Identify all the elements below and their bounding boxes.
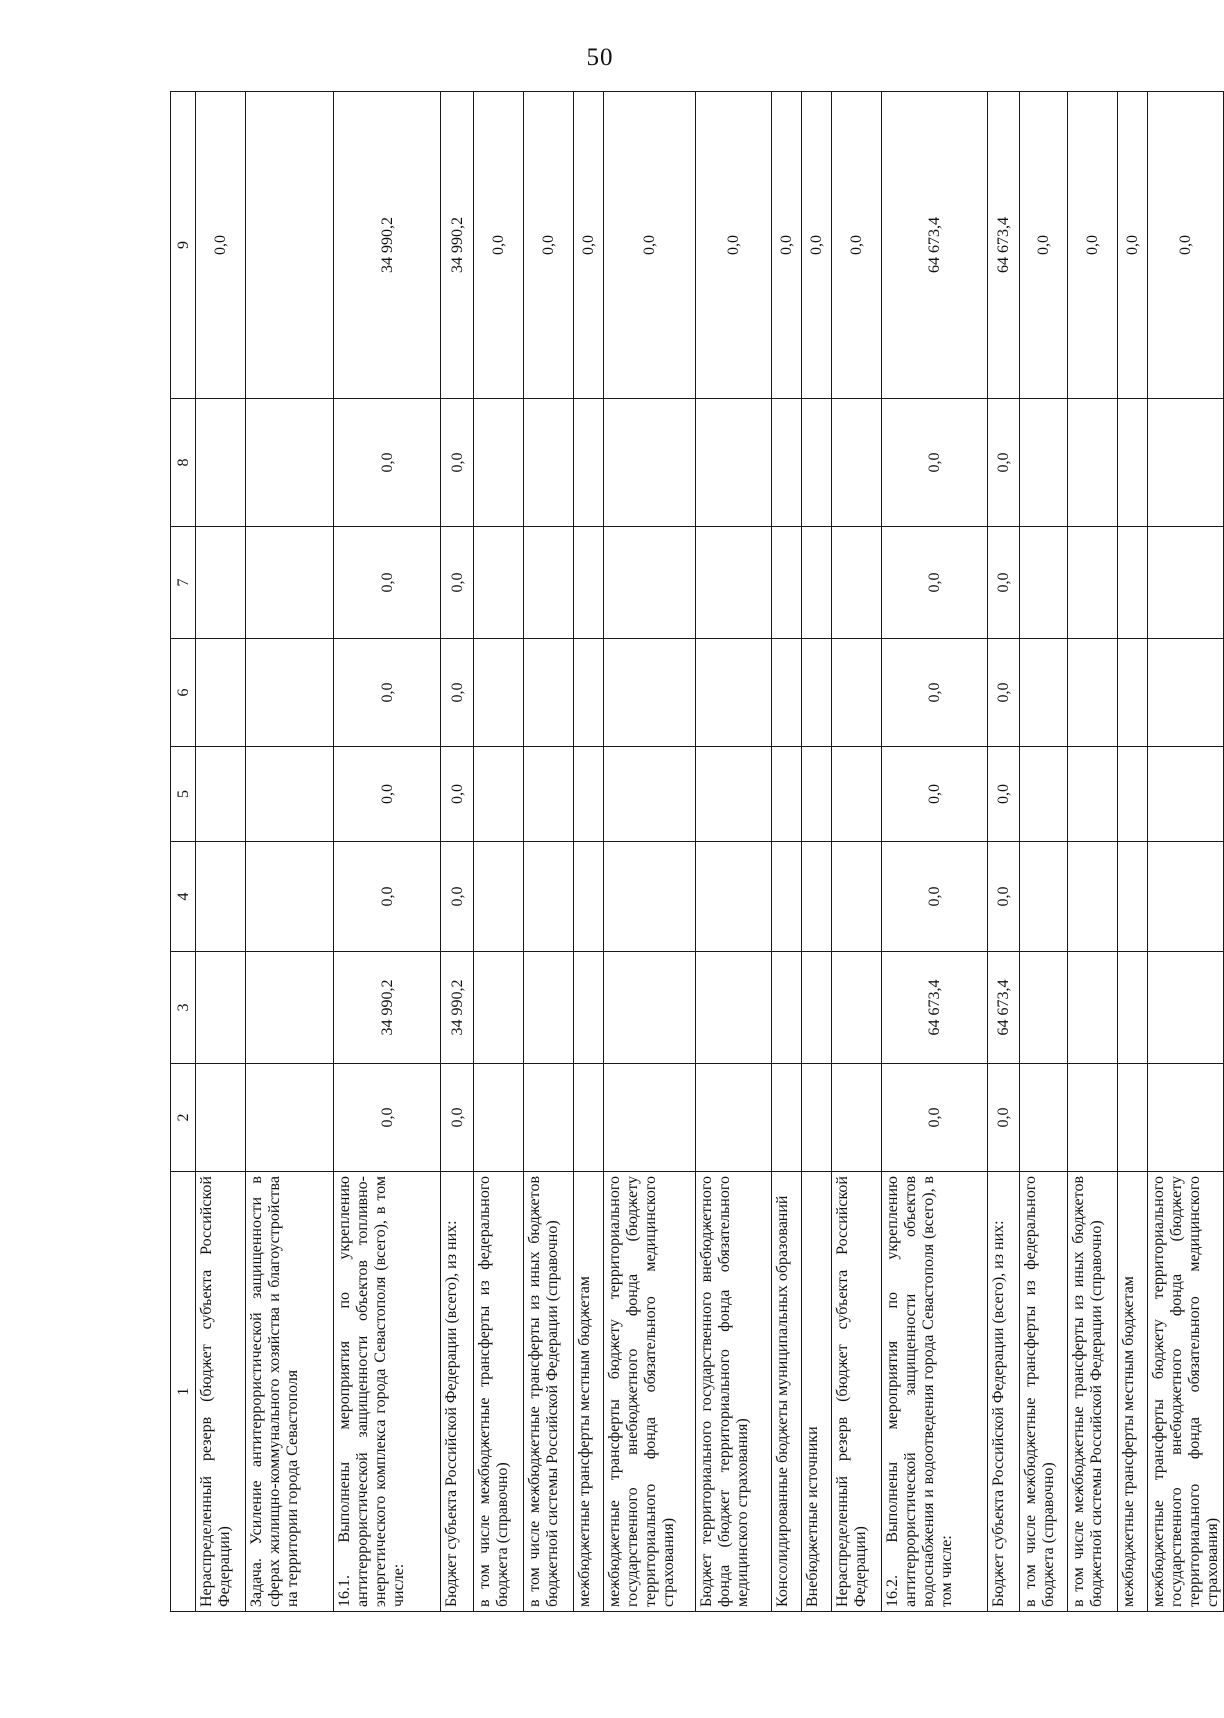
value-cell-col-8 — [246, 399, 334, 527]
value-cell-col-8 — [832, 399, 882, 527]
value-cell-col-9: 0,0 — [772, 92, 802, 399]
table-row — [802, 92, 832, 1612]
value-cell-col-2 — [696, 1064, 772, 1172]
value-cell-col-7: 0,0 — [441, 527, 474, 639]
value-cell-col-7 — [772, 527, 802, 639]
value-cell-col-8 — [604, 399, 696, 527]
value-cell-col-5 — [802, 747, 832, 842]
value-cell-col-4: 0,0 — [441, 842, 474, 952]
value-cell-col-4 — [1148, 842, 1224, 952]
value-cell-col-8 — [1068, 399, 1118, 527]
value-cell-col-2 — [474, 1064, 524, 1172]
value-cell-col-7 — [1118, 527, 1148, 639]
table-row — [1020, 92, 1068, 1612]
table-row — [246, 92, 334, 1612]
table-row — [832, 92, 882, 1612]
value-cell-col-4 — [1020, 842, 1068, 952]
header-cell: 3 — [171, 952, 196, 1064]
value-cell-col-4 — [196, 842, 246, 952]
value-cell-col-4 — [1118, 842, 1148, 952]
value-cell-col-9: 0,0 — [696, 92, 772, 399]
value-cell-col-3 — [524, 952, 574, 1064]
value-cell-col-7 — [696, 527, 772, 639]
table-row — [1068, 92, 1118, 1612]
value-cell-col-2 — [196, 1064, 246, 1172]
value-cell-col-5 — [832, 747, 882, 842]
value-cell-col-3 — [196, 952, 246, 1064]
row-description: Внебюджетные источники — [802, 1172, 832, 1612]
value-cell-col-6 — [524, 639, 574, 747]
table-row — [882, 92, 988, 1612]
value-cell-col-3: 64 673,4 — [988, 952, 1020, 1064]
row-description: Бюджет субъекта Российской Федерации (всего), из них: — [441, 1172, 474, 1612]
value-cell-col-4 — [246, 842, 334, 952]
value-cell-col-3: 34 990,2 — [334, 952, 441, 1064]
row-description: межбюджетные трансферты местным бюджетам — [1118, 1172, 1148, 1612]
value-cell-col-3 — [1148, 952, 1224, 1064]
value-cell-col-2 — [802, 1064, 832, 1172]
value-cell-col-8: 0,0 — [334, 399, 441, 527]
table-row — [441, 92, 474, 1612]
value-cell-col-6 — [802, 639, 832, 747]
row-description: 16.2. Выполнены мероприятия по укреплению антитеррористической защищенности объектов водоснабжения и водоотведения города Севастополя (всего), в том числе: — [882, 1172, 988, 1612]
value-cell-col-4 — [696, 842, 772, 952]
value-cell-col-9: 0,0 — [574, 92, 604, 399]
value-cell-col-2 — [1020, 1064, 1068, 1172]
value-cell-col-7: 0,0 — [988, 527, 1020, 639]
value-cell-col-6 — [1148, 639, 1224, 747]
value-cell-col-7 — [1148, 527, 1224, 639]
value-cell-col-7 — [524, 527, 574, 639]
value-cell-col-7 — [574, 527, 604, 639]
budget-table — [170, 91, 1224, 1612]
table-row — [524, 92, 574, 1612]
value-cell-col-7: 0,0 — [882, 527, 988, 639]
value-cell-col-7: 0,0 — [334, 527, 441, 639]
value-cell-col-9: 0,0 — [196, 92, 246, 399]
value-cell-col-5 — [574, 747, 604, 842]
header-cell: 4 — [171, 842, 196, 952]
value-cell-col-8 — [524, 399, 574, 527]
value-cell-col-6 — [474, 639, 524, 747]
value-cell-col-2: 0,0 — [882, 1064, 988, 1172]
row-description: Нераспределенный резерв (бюджет субъекта Российской Федерации) — [832, 1172, 882, 1612]
value-cell-col-5: 0,0 — [988, 747, 1020, 842]
row-description: Консолидированные бюджеты муниципальных образований — [772, 1172, 802, 1612]
value-cell-col-5: 0,0 — [334, 747, 441, 842]
value-cell-col-5: 0,0 — [441, 747, 474, 842]
table-row — [196, 92, 246, 1612]
value-cell-col-5 — [1148, 747, 1224, 842]
value-cell-col-9 — [246, 92, 334, 399]
value-cell-col-4: 0,0 — [334, 842, 441, 952]
value-cell-col-9: 0,0 — [1068, 92, 1118, 399]
value-cell-col-5 — [1020, 747, 1068, 842]
value-cell-col-8: 0,0 — [882, 399, 988, 527]
row-description: межбюджетные трансферты местным бюджетам — [574, 1172, 604, 1612]
value-cell-col-6 — [1020, 639, 1068, 747]
value-cell-col-7 — [246, 527, 334, 639]
value-cell-col-5 — [474, 747, 524, 842]
value-cell-col-3 — [696, 952, 772, 1064]
value-cell-col-2 — [832, 1064, 882, 1172]
header-cell: 8 — [171, 399, 196, 527]
value-cell-col-2 — [1068, 1064, 1118, 1172]
value-cell-col-8 — [196, 399, 246, 527]
value-cell-col-6 — [772, 639, 802, 747]
value-cell-col-2 — [1148, 1064, 1224, 1172]
value-cell-col-9: 0,0 — [604, 92, 696, 399]
value-cell-col-9: 64 673,4 — [988, 92, 1020, 399]
value-cell-col-8 — [1020, 399, 1068, 527]
value-cell-col-2: 0,0 — [334, 1064, 441, 1172]
value-cell-col-8 — [802, 399, 832, 527]
value-cell-col-7 — [1020, 527, 1068, 639]
value-cell-col-3 — [1118, 952, 1148, 1064]
value-cell-col-8 — [772, 399, 802, 527]
value-cell-col-3 — [474, 952, 524, 1064]
value-cell-col-2 — [772, 1064, 802, 1172]
value-cell-col-3: 64 673,4 — [882, 952, 988, 1064]
value-cell-col-6 — [196, 639, 246, 747]
header-cell: 1 — [171, 1172, 196, 1612]
value-cell-col-4 — [772, 842, 802, 952]
value-cell-col-5 — [1118, 747, 1148, 842]
value-cell-col-6 — [604, 639, 696, 747]
header-cell: 9 — [171, 92, 196, 399]
value-cell-col-2 — [524, 1064, 574, 1172]
value-cell-col-9: 0,0 — [474, 92, 524, 399]
value-cell-col-6 — [696, 639, 772, 747]
value-cell-col-2 — [574, 1064, 604, 1172]
value-cell-col-4 — [524, 842, 574, 952]
value-cell-col-9: 0,0 — [524, 92, 574, 399]
value-cell-col-5 — [696, 747, 772, 842]
table-row — [1118, 92, 1148, 1612]
row-description: Бюджет территориального государственного внебюджетного фонда (бюджет территориального фонда обязательного медицинского страхования) — [696, 1172, 772, 1612]
value-cell-col-7 — [604, 527, 696, 639]
value-cell-col-9: 34 990,2 — [441, 92, 474, 399]
value-cell-col-9: 34 990,2 — [334, 92, 441, 399]
value-cell-col-4 — [574, 842, 604, 952]
value-cell-col-9: 0,0 — [1118, 92, 1148, 399]
rotated-table-container — [170, 92, 1221, 1612]
value-cell-col-5 — [1068, 747, 1118, 842]
value-cell-col-7 — [474, 527, 524, 639]
value-cell-col-8: 0,0 — [988, 399, 1020, 527]
value-cell-col-6: 0,0 — [882, 639, 988, 747]
value-cell-col-4 — [604, 842, 696, 952]
value-cell-col-8 — [1118, 399, 1148, 527]
page-number: 50 — [586, 44, 614, 71]
value-cell-col-6 — [1118, 639, 1148, 747]
value-cell-col-3 — [802, 952, 832, 1064]
value-cell-col-4 — [802, 842, 832, 952]
value-cell-col-6 — [574, 639, 604, 747]
value-cell-col-5 — [196, 747, 246, 842]
value-cell-col-6: 0,0 — [334, 639, 441, 747]
value-cell-col-9: 0,0 — [1020, 92, 1068, 399]
header-cell: 6 — [171, 639, 196, 747]
value-cell-col-3: 34 990,2 — [441, 952, 474, 1064]
value-cell-col-6: 0,0 — [988, 639, 1020, 747]
row-description: межбюджетные трансферты бюджету территориального государственного внебюджетного фонда (бюджету территориального фонда обязательного медицинского страхования) — [1148, 1172, 1224, 1612]
value-cell-col-6 — [1068, 639, 1118, 747]
value-cell-col-4 — [1068, 842, 1118, 952]
value-cell-col-3 — [246, 952, 334, 1064]
table-row — [334, 92, 441, 1612]
value-cell-col-3 — [574, 952, 604, 1064]
row-description: межбюджетные трансферты бюджету территориального государственного внебюджетного фонда (бюджету территориального фонда обязательного медицинского страхования) — [604, 1172, 696, 1612]
value-cell-col-2 — [246, 1064, 334, 1172]
table-row — [474, 92, 524, 1612]
value-cell-col-8 — [474, 399, 524, 527]
header-cell: 5 — [171, 747, 196, 842]
value-cell-col-5: 0,0 — [882, 747, 988, 842]
value-cell-col-9: 0,0 — [1148, 92, 1224, 399]
row-description: 16.1. Выполнены мероприятия по укреплению антитеррористической защищенности объектов топливно-энергетического комплекса города Севастополя (всего), в том числе: — [334, 1172, 441, 1612]
value-cell-col-5 — [246, 747, 334, 842]
row-description: в том числе межбюджетные трансферты из федерального бюджета (справочно) — [1020, 1172, 1068, 1612]
row-description: Задача. Усиление антитеррористической защищенности в сферах жилищно-коммунального хозяйства и благоустройства на территории города Севастополя — [246, 1172, 334, 1612]
header-cell: 2 — [171, 1064, 196, 1172]
value-cell-col-3 — [1068, 952, 1118, 1064]
row-description: в том числе межбюджетные трансферты из федерального бюджета (справочно) — [474, 1172, 524, 1612]
value-cell-col-2: 0,0 — [988, 1064, 1020, 1172]
header-cell: 7 — [171, 527, 196, 639]
value-cell-col-2: 0,0 — [441, 1064, 474, 1172]
value-cell-col-4 — [474, 842, 524, 952]
value-cell-col-6: 0,0 — [441, 639, 474, 747]
value-cell-col-3 — [832, 952, 882, 1064]
row-description: Бюджет субъекта Российской Федерации (всего), из них: — [988, 1172, 1020, 1612]
value-cell-col-7 — [802, 527, 832, 639]
table-row — [772, 92, 802, 1612]
table-row — [1148, 92, 1224, 1612]
table-row — [696, 92, 772, 1612]
value-cell-col-7 — [196, 527, 246, 639]
value-cell-col-8 — [574, 399, 604, 527]
row-description: в том числе межбюджетные трансферты из иных бюджетов бюджетной системы Российской Федерации (справочно) — [524, 1172, 574, 1612]
row-description: Нераспределенный резерв (бюджет субъекта Российской Федерации) — [196, 1172, 246, 1612]
table-row — [604, 92, 696, 1612]
value-cell-col-6 — [246, 639, 334, 747]
table-row — [574, 92, 604, 1612]
value-cell-col-8 — [696, 399, 772, 527]
value-cell-col-9: 0,0 — [802, 92, 832, 399]
header-row — [171, 92, 196, 1612]
value-cell-col-9: 0,0 — [832, 92, 882, 399]
value-cell-col-4: 0,0 — [882, 842, 988, 952]
value-cell-col-6 — [832, 639, 882, 747]
value-cell-col-5 — [772, 747, 802, 842]
table-row — [988, 92, 1020, 1612]
value-cell-col-2 — [604, 1064, 696, 1172]
value-cell-col-5 — [604, 747, 696, 842]
value-cell-col-3 — [604, 952, 696, 1064]
value-cell-col-8: 0,0 — [441, 399, 474, 527]
value-cell-col-3 — [772, 952, 802, 1064]
value-cell-col-2 — [1118, 1064, 1148, 1172]
value-cell-col-5 — [524, 747, 574, 842]
value-cell-col-7 — [832, 527, 882, 639]
value-cell-col-9: 64 673,4 — [882, 92, 988, 399]
value-cell-col-7 — [1068, 527, 1118, 639]
value-cell-col-3 — [1020, 952, 1068, 1064]
value-cell-col-4 — [832, 842, 882, 952]
row-description: в том числе межбюджетные трансферты из иных бюджетов бюджетной системы Российской Федерации (справочно) — [1068, 1172, 1118, 1612]
value-cell-col-8 — [1148, 399, 1224, 527]
value-cell-col-4: 0,0 — [988, 842, 1020, 952]
